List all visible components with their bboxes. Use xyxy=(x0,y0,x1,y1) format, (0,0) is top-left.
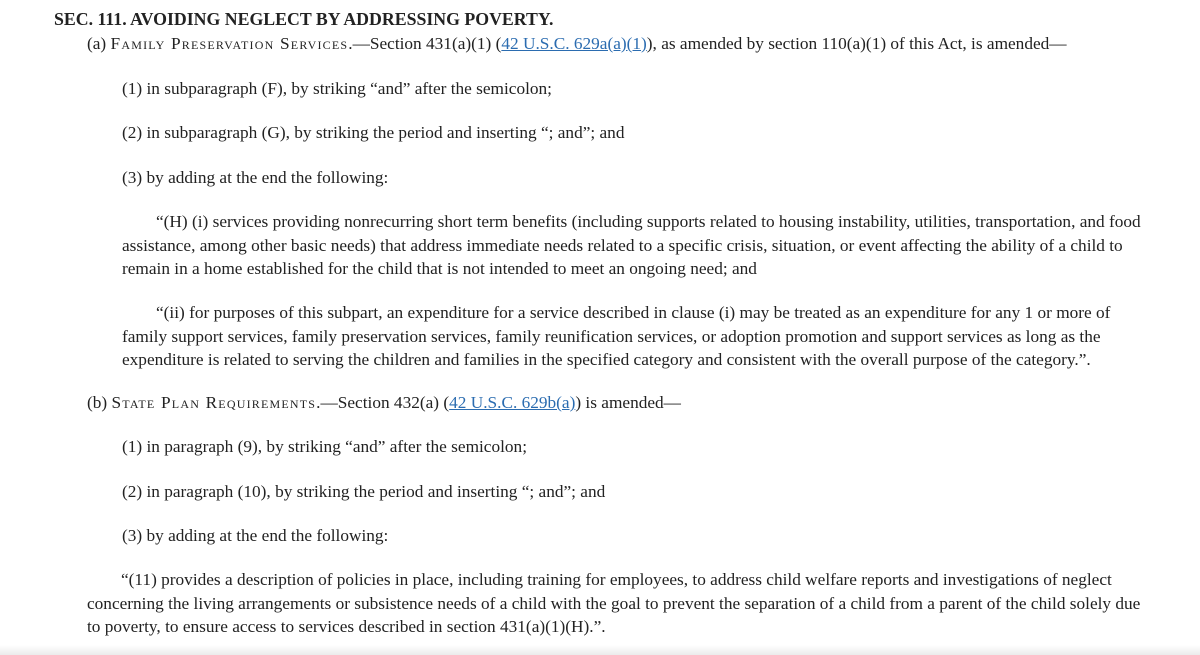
quoted-text-11: “(11) provides a description of policies in place, including training for employees, to address child welfare reports and investigations of neglect concerning the living arrangements or subsistence needs of a child with the goal to prevent the separation of a child from a parent of the child solely due to poverty, to ensure access to services described in section 431(a)(1)(H).”. xyxy=(87,570,1141,636)
quoted-text-ii: “(ii) for purposes of this subpart, an expenditure for a service described in clause (i) may be treated as an expenditure for any 1 or more of family support services, family preservation services, family reunification services, or adoption promotion and support services as long as the expenditure is related to serving the children and families in the specified category and consistent with the overall purpose of the category.”. xyxy=(122,303,1111,369)
subsection-b-lead: .—Section 432(a) ( xyxy=(316,393,450,412)
subsection-a-item-2: (2) in subparagraph (G), by striking the period and inserting “; and”; and xyxy=(122,123,625,142)
subsection-a-marker: (a) xyxy=(87,34,111,53)
subsection-a-item-3: (3) by adding at the end the following: xyxy=(122,168,389,187)
subsection-a-intro xyxy=(87,32,1067,56)
subsection-a-title: Family Preservation Services xyxy=(110,34,349,53)
subsection-a-tail: ), as amended by section 110(a)(1) of this Act, is amended— xyxy=(646,34,1067,53)
subsection-b-title: State Plan Requirements xyxy=(111,393,317,412)
quoted-text-h: “(H) (i) services providing nonrecurring short term benefits (including supports related to housing instability, utilities, transportation, and food assistance, among other basic needs) that address immediate needs related to a specific crisis, situation, or event affecting the ability of a child to remain in a home established for the child that is not intended to meet an ongoing need; and xyxy=(122,212,1141,278)
subsection-a-lead: .—Section 431(a)(1) ( xyxy=(348,34,502,53)
subsection-a-item-1: (1) in subparagraph (F), by striking “and” after the semicolon; xyxy=(122,79,552,98)
subsection-b-tail: ) is amended— xyxy=(575,393,681,412)
subsection-b-item-2: (2) in paragraph (10), by striking the period and inserting “; and”; and xyxy=(122,482,606,501)
subsection-b-item-1: (1) in paragraph (9), by striking “and” after the semicolon; xyxy=(122,437,528,456)
citation-link-629b[interactable]: 42 U.S.C. 629b(a) xyxy=(449,393,576,412)
subsection-b-item-3: (3) by adding at the end the following: xyxy=(122,526,389,545)
bottom-edge-shadow xyxy=(0,645,1200,655)
citation-link-629a[interactable]: 42 U.S.C. 629a(a)(1) xyxy=(501,34,647,53)
subsection-b-marker: (b) xyxy=(87,393,112,412)
subsection-b-intro xyxy=(87,391,681,415)
section-heading: SEC. 111. AVOIDING NEGLECT BY ADDRESSING POVERTY. xyxy=(54,9,554,29)
